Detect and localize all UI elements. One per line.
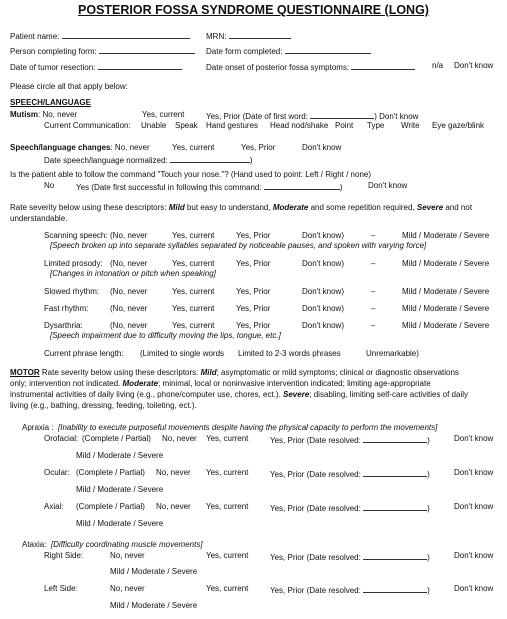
- ataxia-left-prior[interactable]: Yes, Prior (Date resolved:: [270, 586, 361, 595]
- normalized-label: Date speech/language normalized:: [44, 156, 168, 165]
- ocular-label: Ocular:: [44, 468, 70, 477]
- prosody-prior[interactable]: Yes, Prior: [236, 259, 271, 268]
- normalized-row: [44, 154, 253, 166]
- speech-heading: SPEECH/LANGUAGE: [10, 98, 91, 107]
- mutism-yes-current[interactable]: Yes, current: [142, 110, 185, 119]
- patient-name-field[interactable]: [62, 30, 190, 39]
- command-close: ): [339, 183, 343, 192]
- prosody-dash: –: [371, 259, 376, 268]
- mrn-label: MRN:: [206, 32, 227, 41]
- ataxia-left-severity-scale[interactable]: Mild / Moderate / Severe: [110, 601, 198, 610]
- severity-severe-term: Severe: [416, 203, 444, 212]
- slowed-current[interactable]: Yes, current: [172, 287, 215, 296]
- ocular-date-field[interactable]: [363, 468, 427, 477]
- scanning-dash: –: [371, 231, 376, 240]
- current-communication-label: Current Communication:: [44, 121, 131, 130]
- axial-no[interactable]: No, never: [156, 502, 191, 511]
- date-resection-row: [10, 61, 182, 73]
- dysarthria-dash: –: [371, 321, 376, 330]
- date-onset-field[interactable]: [351, 61, 415, 70]
- scanning-no[interactable]: (No, never: [110, 231, 148, 240]
- changes-label: Speech/language changes: [10, 143, 111, 152]
- prosody-no[interactable]: (No, never: [110, 259, 148, 268]
- motor-heading: MOTOR: [10, 368, 40, 377]
- scanning-speech-label: Scanning speech:: [44, 231, 108, 240]
- ataxia-left-prior-row: [270, 584, 430, 596]
- ataxia-right-close: ): [427, 553, 430, 562]
- person-completing-field[interactable]: [99, 45, 195, 54]
- comm-option-write[interactable]: Write: [401, 121, 420, 130]
- changes-yes-current[interactable]: Yes, current: [172, 143, 215, 152]
- severity-moderate-term: Moderate: [272, 203, 309, 212]
- orofacial-label: Orofacial:: [44, 434, 79, 443]
- mutism-dont-know[interactable]: ) Don't know: [374, 112, 419, 121]
- orofacial-prior[interactable]: Yes, Prior (Date resolved:: [270, 436, 361, 445]
- fast-dont-know[interactable]: Don't know): [302, 304, 344, 313]
- date-completed-field[interactable]: [285, 45, 371, 54]
- apraxia-label: Apraxia :: [22, 423, 54, 432]
- motor-intro-f: ; disabling, limiting self-care activities of daily: [309, 390, 468, 399]
- ocular-prior-row: [270, 468, 430, 480]
- fast-prior[interactable]: Yes, Prior: [236, 304, 271, 313]
- ataxia-label: Ataxia:: [22, 540, 47, 549]
- motor-mild-term: Mild: [200, 368, 217, 377]
- phrase-single-words[interactable]: (Limited to single words: [140, 349, 225, 358]
- slowed-prior[interactable]: Yes, Prior: [236, 287, 271, 296]
- changes-yes-prior[interactable]: Yes, Prior: [241, 143, 276, 152]
- fast-dash: –: [371, 304, 376, 313]
- fast-no[interactable]: (No, never: [110, 304, 148, 313]
- dysarthria-severity-scale[interactable]: Mild / Moderate / Severe: [402, 321, 490, 330]
- ocular-current[interactable]: Yes, current: [206, 468, 249, 477]
- date-resection-field[interactable]: [98, 61, 182, 70]
- mutism-no[interactable]: : No, never: [38, 110, 78, 119]
- command-yes-row: [76, 181, 342, 193]
- slowed-dont-know[interactable]: Don't know): [302, 287, 344, 296]
- severity-mild-term: Mild: [168, 203, 185, 212]
- ataxia-description: [Difficulty coordinating muscle movements]: [50, 540, 203, 549]
- apraxia-header: [22, 423, 437, 433]
- scanning-severity-scale[interactable]: Mild / Moderate / Severe: [402, 231, 490, 240]
- prosody-label: Limited prosody:: [44, 259, 103, 268]
- ocular-close: ): [427, 470, 430, 479]
- ataxia-right-label: Right Side:: [44, 551, 84, 560]
- date-onset-label: Date onset of posterior fossa symptoms:: [206, 63, 350, 72]
- axial-prior-row: [270, 502, 430, 514]
- date-completed-row: [206, 45, 371, 57]
- scanning-note: [Speech broken up into separate syllables separated by noticeable pauses, and spoken with varying force]: [50, 241, 427, 250]
- comm-option-hand-gestures[interactable]: Hand gestures: [206, 121, 259, 130]
- phrase-length-label: Current phrase length:: [44, 349, 124, 358]
- person-completing-row: [10, 45, 195, 57]
- phrase-unremarkable[interactable]: Unremarkable): [366, 349, 419, 358]
- motor-intro-e: instrumental activities of daily living (e.g., phone/computer use, chores, ect.).: [10, 390, 284, 399]
- motor-intro-line1: [10, 368, 459, 378]
- prosody-note: [Changes in intonation or pitch when speaking]: [50, 269, 216, 278]
- fast-rhythm-label: Fast rhythm:: [44, 304, 89, 313]
- command-yes[interactable]: Yes (Date first successful in following this command:: [76, 183, 262, 192]
- prosody-severity-scale[interactable]: Mild / Moderate / Severe: [402, 259, 490, 268]
- mrn-field[interactable]: [229, 30, 291, 39]
- motor-severe-term: Severe: [283, 390, 310, 399]
- dysarthria-label: Dysarthria:: [44, 321, 83, 330]
- date-completed-label: Date form completed:: [206, 47, 283, 56]
- command-date-field[interactable]: [264, 181, 340, 190]
- ataxia-right-dont-know[interactable]: Don't know: [454, 551, 494, 560]
- motor-moderate-term: Moderate: [122, 379, 159, 388]
- ataxia-left-date-field[interactable]: [363, 584, 427, 593]
- command-no[interactable]: No: [44, 181, 55, 190]
- patient-name-label: Patient name:: [10, 32, 60, 41]
- ataxia-left-label: Left Side:: [44, 584, 78, 593]
- motor-intro-a: Rate severity below using these descriptors:: [39, 368, 201, 377]
- axial-current[interactable]: Yes, current: [206, 502, 249, 511]
- comm-option-eye-gaze[interactable]: Eye gaze/blink: [432, 121, 485, 130]
- orofacial-current[interactable]: Yes, current: [206, 434, 249, 443]
- axial-date-field[interactable]: [363, 502, 427, 511]
- ocular-severity-scale[interactable]: Mild / Moderate / Severe: [76, 485, 164, 494]
- axial-dont-know[interactable]: Don't know: [454, 502, 494, 511]
- ocular-dont-know[interactable]: Don't know: [454, 468, 494, 477]
- command-dont-know[interactable]: Don't know: [368, 181, 408, 190]
- motor-intro-line4: living (e.g., bathing, dressing, feeding, toileting, ect.).: [10, 401, 197, 410]
- motor-intro-d: ; minimal, local or noninvasive intervention indicated; limiting age-appropriate: [158, 379, 431, 388]
- prosody-current[interactable]: Yes, current: [172, 259, 215, 268]
- axial-severity-scale[interactable]: Mild / Moderate / Severe: [76, 519, 164, 528]
- ocular-prior[interactable]: Yes, Prior (Date resolved:: [270, 470, 361, 479]
- orofacial-date-field[interactable]: [363, 434, 427, 443]
- axial-complete-partial[interactable]: (Complete / Partial): [76, 502, 145, 511]
- slowed-dash: –: [371, 287, 376, 296]
- severity-severe-desc: and not: [443, 203, 473, 212]
- scanning-prior[interactable]: Yes, Prior: [236, 231, 271, 240]
- orofacial-severity-scale[interactable]: Mild / Moderate / Severe: [76, 451, 164, 460]
- motor-intro-line3: [10, 390, 468, 400]
- mrn-row: [206, 30, 291, 42]
- orofacial-dont-know[interactable]: Don't know: [454, 434, 494, 443]
- ataxia-left-current[interactable]: Yes, current: [206, 584, 249, 593]
- scanning-dont-know[interactable]: Don't know): [302, 231, 344, 240]
- onset-na[interactable]: n/a: [432, 61, 444, 70]
- motor-intro-b: ; asymptomatic or mild symptoms; clinical or diagnostic observations: [216, 368, 459, 377]
- ataxia-left-no[interactable]: No, never: [110, 584, 145, 593]
- dysarthria-no[interactable]: (No, never: [110, 321, 148, 330]
- comm-option-type[interactable]: Type: [367, 121, 385, 130]
- person-completing-label: Person completing form:: [10, 47, 97, 56]
- slowed-rhythm-label: Slowed rhythm:: [44, 287, 100, 296]
- ocular-no[interactable]: No, never: [156, 468, 191, 477]
- date-resection-label: Date of tumor resection:: [10, 63, 96, 72]
- form-title: POSTERIOR FOSSA SYNDROME QUESTIONNAIRE (LONG): [78, 3, 429, 17]
- date-onset-row: [206, 61, 415, 73]
- patient-name-row: [10, 30, 190, 42]
- slowed-no[interactable]: (No, never: [110, 287, 148, 296]
- ataxia-right-no[interactable]: No, never: [110, 551, 145, 560]
- mutism-row: [10, 110, 77, 120]
- changes-row: [10, 143, 150, 153]
- prosody-dont-know[interactable]: Don't know): [302, 259, 344, 268]
- mutism-yes-prior[interactable]: Yes, Prior (Date of first word:: [206, 112, 308, 121]
- motor-intro-c: only; intervention not indicated.: [10, 379, 123, 388]
- normalized-date-field[interactable]: [170, 154, 250, 163]
- severity-intro: [10, 203, 472, 213]
- orofacial-no[interactable]: No, never: [162, 434, 197, 443]
- normalized-close: ): [249, 156, 253, 165]
- phrase-2-3-words[interactable]: Limited to 2-3 words phrases: [238, 349, 341, 358]
- comm-option-speak[interactable]: Speak: [175, 121, 198, 130]
- ocular-complete-partial[interactable]: (Complete / Partial): [76, 468, 145, 477]
- dysarthria-note: [Speech impairment due to difficulty moving the lips, tongue, etc.]: [50, 331, 281, 340]
- changes-dont-know[interactable]: Don't know: [302, 143, 342, 152]
- onset-dont-know[interactable]: Don't know: [454, 61, 494, 70]
- axial-label: Axial:: [44, 502, 64, 511]
- comm-option-unable[interactable]: Unable: [141, 121, 167, 130]
- ataxia-right-current[interactable]: Yes, current: [206, 551, 249, 560]
- apraxia-description: [Inability to execute purposeful movements despite having the physical capacity to perform the movements]: [58, 423, 438, 432]
- orofacial-complete-partial[interactable]: (Complete / Partial): [82, 434, 151, 443]
- severity-moderate-desc: and some repetition required,: [308, 203, 417, 212]
- dysarthria-current[interactable]: Yes, current: [172, 321, 215, 330]
- comm-option-point[interactable]: Point: [335, 121, 354, 130]
- mutism-label: Mutism: [10, 110, 38, 119]
- fast-severity-scale[interactable]: Mild / Moderate / Severe: [402, 304, 490, 313]
- orofacial-prior-row: [270, 434, 430, 446]
- severity-intro-line2: understandable.: [10, 214, 68, 223]
- ataxia-right-prior-row: [270, 551, 430, 563]
- axial-prior[interactable]: Yes, Prior (Date resolved:: [270, 504, 361, 513]
- severity-mild-desc: but easy to understand,: [184, 203, 273, 212]
- motor-intro-line2: [10, 379, 431, 389]
- instructions: Please circle all that apply below:: [10, 82, 128, 91]
- severity-intro-prefix: Rate severity below using these descriptors:: [10, 203, 169, 212]
- ataxia-left-close: ): [427, 586, 430, 595]
- changes-no[interactable]: : No, never: [110, 143, 150, 152]
- dysarthria-dont-know[interactable]: Don't know): [302, 321, 344, 330]
- ataxia-header: [22, 540, 203, 550]
- ataxia-right-date-field[interactable]: [363, 551, 427, 560]
- first-word-date-field[interactable]: [310, 110, 374, 119]
- ataxia-left-dont-know[interactable]: Don't know: [454, 584, 494, 593]
- dysarthria-prior[interactable]: Yes, Prior: [236, 321, 271, 330]
- command-question: Is the patient able to follow the command "Touch your nose."? (Hand used to point: Left / Right / none): [10, 170, 372, 179]
- ataxia-right-prior[interactable]: Yes, Prior (Date resolved:: [270, 553, 361, 562]
- ataxia-right-severity-scale[interactable]: Mild / Moderate / Severe: [110, 567, 198, 576]
- axial-close: ): [427, 504, 430, 513]
- fast-current[interactable]: Yes, current: [172, 304, 215, 313]
- slowed-severity-scale[interactable]: Mild / Moderate / Severe: [402, 287, 490, 296]
- comm-option-head-nod[interactable]: Head nod/shake: [270, 121, 329, 130]
- orofacial-close: ): [427, 436, 430, 445]
- scanning-current[interactable]: Yes, current: [172, 231, 215, 240]
